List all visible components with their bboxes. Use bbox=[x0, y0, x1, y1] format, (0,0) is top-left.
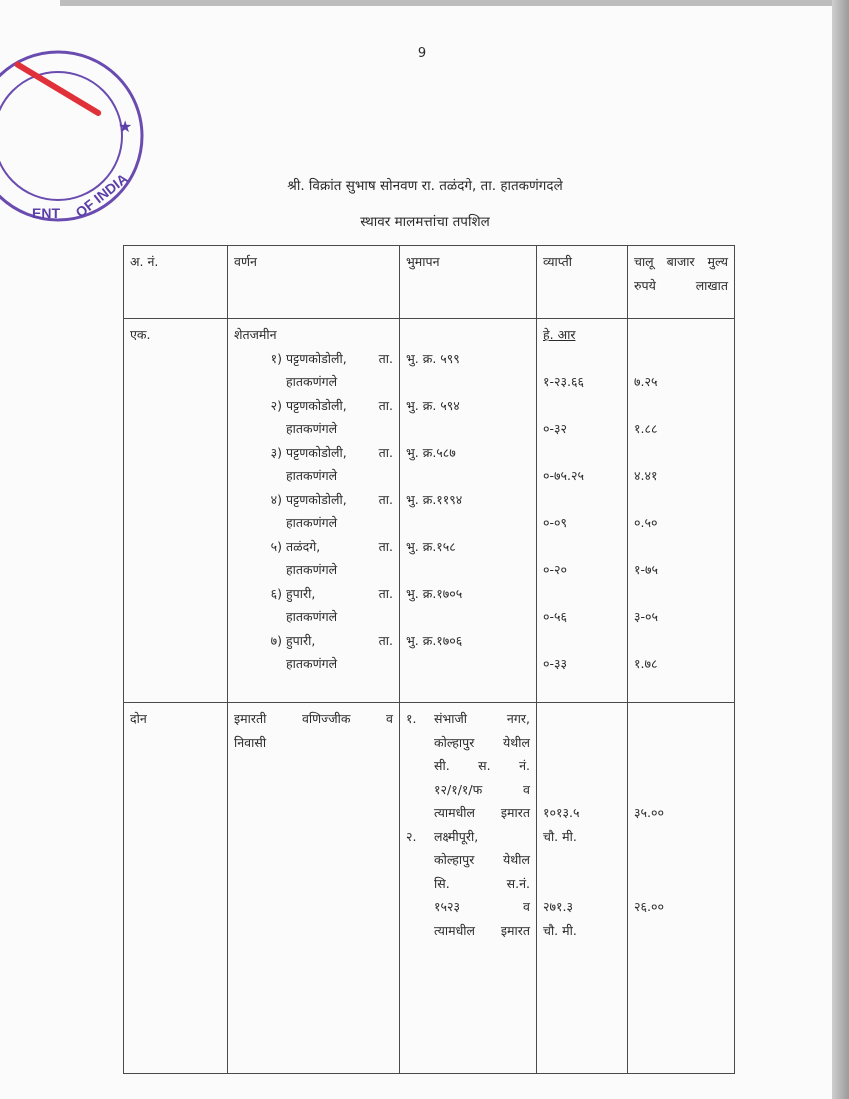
land-extent: ०-३२ bbox=[543, 421, 568, 436]
land-survey-number: भु. क्र.५८७ bbox=[406, 444, 456, 460]
page-number: 9 bbox=[417, 46, 427, 61]
table-row bbox=[124, 703, 735, 1074]
building-item-line: १५२३ व bbox=[434, 899, 530, 914]
land-survey-number: भु. क्र.१७०५ bbox=[406, 585, 463, 601]
land-item-place: हुपारी, ता. bbox=[286, 632, 393, 648]
land-item-number: ४) bbox=[270, 491, 282, 507]
land-market-value: १-७५ bbox=[634, 562, 659, 577]
land-extent: ०-२० bbox=[543, 562, 568, 577]
row1-survey bbox=[400, 319, 537, 703]
official-stamp bbox=[0, 48, 146, 224]
land-item-taluka: हातकणंगले bbox=[286, 374, 338, 389]
row2-sr: दोन bbox=[124, 703, 228, 1074]
land-item-number: १) bbox=[270, 350, 282, 366]
row1-sr: एक. bbox=[124, 319, 228, 703]
building-item-line: संभाजी नगर, bbox=[434, 711, 530, 726]
building-item-line: त्यामधील इमारत bbox=[434, 805, 530, 820]
building-item: २. लक्ष्मीपूरी, कोल्हापुर येथील सि. स.नं. १५२३ व त्यामधील इमारत bbox=[406, 825, 530, 943]
page-fold bbox=[60, 0, 832, 6]
land-market-value: ०.५० bbox=[634, 515, 658, 530]
table-header-row bbox=[124, 246, 735, 319]
row2-extent bbox=[537, 703, 628, 1074]
document-title: श्री. विक्रांत सुभाष सोनवण रा. तळंदगे, ता. हातकणंगदले bbox=[287, 178, 563, 194]
stamp-text: OF INDIA bbox=[72, 170, 131, 221]
land-item bbox=[234, 488, 393, 512]
land-item bbox=[234, 629, 393, 653]
row1-value bbox=[628, 319, 735, 703]
header-description: वर्णन bbox=[228, 246, 400, 319]
land-item-place: पट्टणकोडोली, ता. bbox=[286, 491, 393, 507]
building-item-line: कोल्हापुर येथील bbox=[434, 852, 530, 867]
land-item-taluka: हातकणंगले bbox=[286, 562, 338, 577]
building-item-line: लक्ष्मीपूरी, bbox=[434, 828, 479, 844]
row2-description: इमारती वणिज्जीक व निवासी bbox=[228, 703, 400, 1074]
land-extent: ०-३३ bbox=[543, 656, 568, 671]
property-table bbox=[123, 245, 735, 1074]
land-item-place: पट्टणकोडोली, ता. bbox=[286, 444, 393, 460]
row1-description bbox=[228, 319, 400, 703]
table-row bbox=[124, 319, 735, 703]
land-market-value: १.७८ bbox=[634, 656, 658, 671]
row1-extent bbox=[537, 319, 628, 703]
land-extent: १-२३.६६ bbox=[543, 374, 584, 389]
land-item bbox=[234, 394, 393, 418]
document-subtitle: स्थावर मालमत्तांचा तपशिल bbox=[360, 214, 490, 230]
land-item-taluka: हातकणंगले bbox=[286, 609, 338, 624]
land-item-place: पट्टणकोडोली, ता. bbox=[286, 350, 393, 366]
building-item-line: १२/१/१/फ व bbox=[434, 781, 530, 797]
land-market-value: ४.४१ bbox=[634, 468, 658, 483]
land-item bbox=[234, 582, 393, 606]
land-item-taluka: हातकणंगले bbox=[286, 515, 338, 530]
header-extent: व्याप्ती bbox=[537, 246, 628, 319]
market-value: ३५.०० bbox=[634, 805, 664, 820]
land-item-number: ३) bbox=[270, 444, 282, 460]
land-survey-number: भु. क्र.११९४ bbox=[406, 491, 463, 507]
extent-unit: चौ. मी. bbox=[543, 922, 577, 938]
row1-category: शेतजमीन bbox=[234, 327, 277, 342]
header-survey: भुमापन bbox=[400, 246, 537, 319]
land-extent: ०-५६ bbox=[543, 609, 568, 624]
land-survey-number: भु. क्र.१५८ bbox=[406, 538, 456, 554]
land-survey-number: भु. क्र.१७०६ bbox=[406, 632, 463, 648]
land-item-place: पट्टणकोडोली, ता. bbox=[286, 397, 393, 413]
extent-value: १०१३.५ bbox=[543, 805, 580, 820]
land-extent: ०-७५.२५ bbox=[543, 468, 584, 483]
building-item-line: सि. स.नं. bbox=[434, 875, 530, 891]
land-item bbox=[234, 441, 393, 465]
stamp-partial-text: ENT bbox=[32, 205, 60, 221]
building-item-line: सी. स. नं. bbox=[434, 758, 530, 773]
land-item bbox=[234, 347, 393, 371]
land-market-value: १.८८ bbox=[634, 421, 658, 436]
header-market-value: चालू बाजार मुल्य रुपये लाखात bbox=[628, 246, 735, 319]
header-sr-no: अ. नं. bbox=[124, 246, 228, 319]
land-market-value: ७.२५ bbox=[634, 374, 658, 389]
land-item-number: २) bbox=[270, 397, 282, 413]
land-item-taluka: हातकणंगले bbox=[286, 468, 338, 483]
row1-unit: हे. आर bbox=[543, 327, 576, 342]
page-edge-shadow bbox=[832, 0, 849, 1099]
row2-survey bbox=[400, 703, 537, 1074]
building-item-line: त्यामधील इमारत bbox=[434, 922, 530, 938]
building-item-line: कोल्हापुर येथील bbox=[434, 734, 530, 750]
extent-unit: चौ. मी. bbox=[543, 828, 577, 844]
land-item-taluka: हातकणंगले bbox=[286, 656, 338, 671]
stamp-star: ★ bbox=[118, 117, 133, 136]
land-market-value: ३-०५ bbox=[634, 609, 659, 624]
row2-value bbox=[628, 703, 735, 1074]
land-item-number: ६) bbox=[270, 585, 282, 601]
land-survey-number: भु. क्र. ५९४ bbox=[406, 397, 460, 413]
land-item-place: तळंदगे, ता. bbox=[286, 538, 393, 554]
land-item-number: ५) bbox=[270, 538, 282, 554]
land-item bbox=[234, 535, 393, 559]
land-survey-number: भु. क्र. ५९९ bbox=[406, 350, 460, 366]
market-value: २६.०० bbox=[634, 899, 664, 914]
land-item-place: हुपारी, ता. bbox=[286, 585, 393, 601]
land-item-number: ७) bbox=[270, 632, 282, 648]
land-item-taluka: हातकणंगले bbox=[286, 421, 338, 436]
building-item: १. संभाजी नगर, कोल्हापुर येथील सी. स. नं. १२/१/१/फ व त्यामधील इमारत bbox=[406, 707, 530, 825]
land-extent: ०-०९ bbox=[543, 515, 568, 530]
extent-value: २७१.३ bbox=[543, 899, 573, 914]
